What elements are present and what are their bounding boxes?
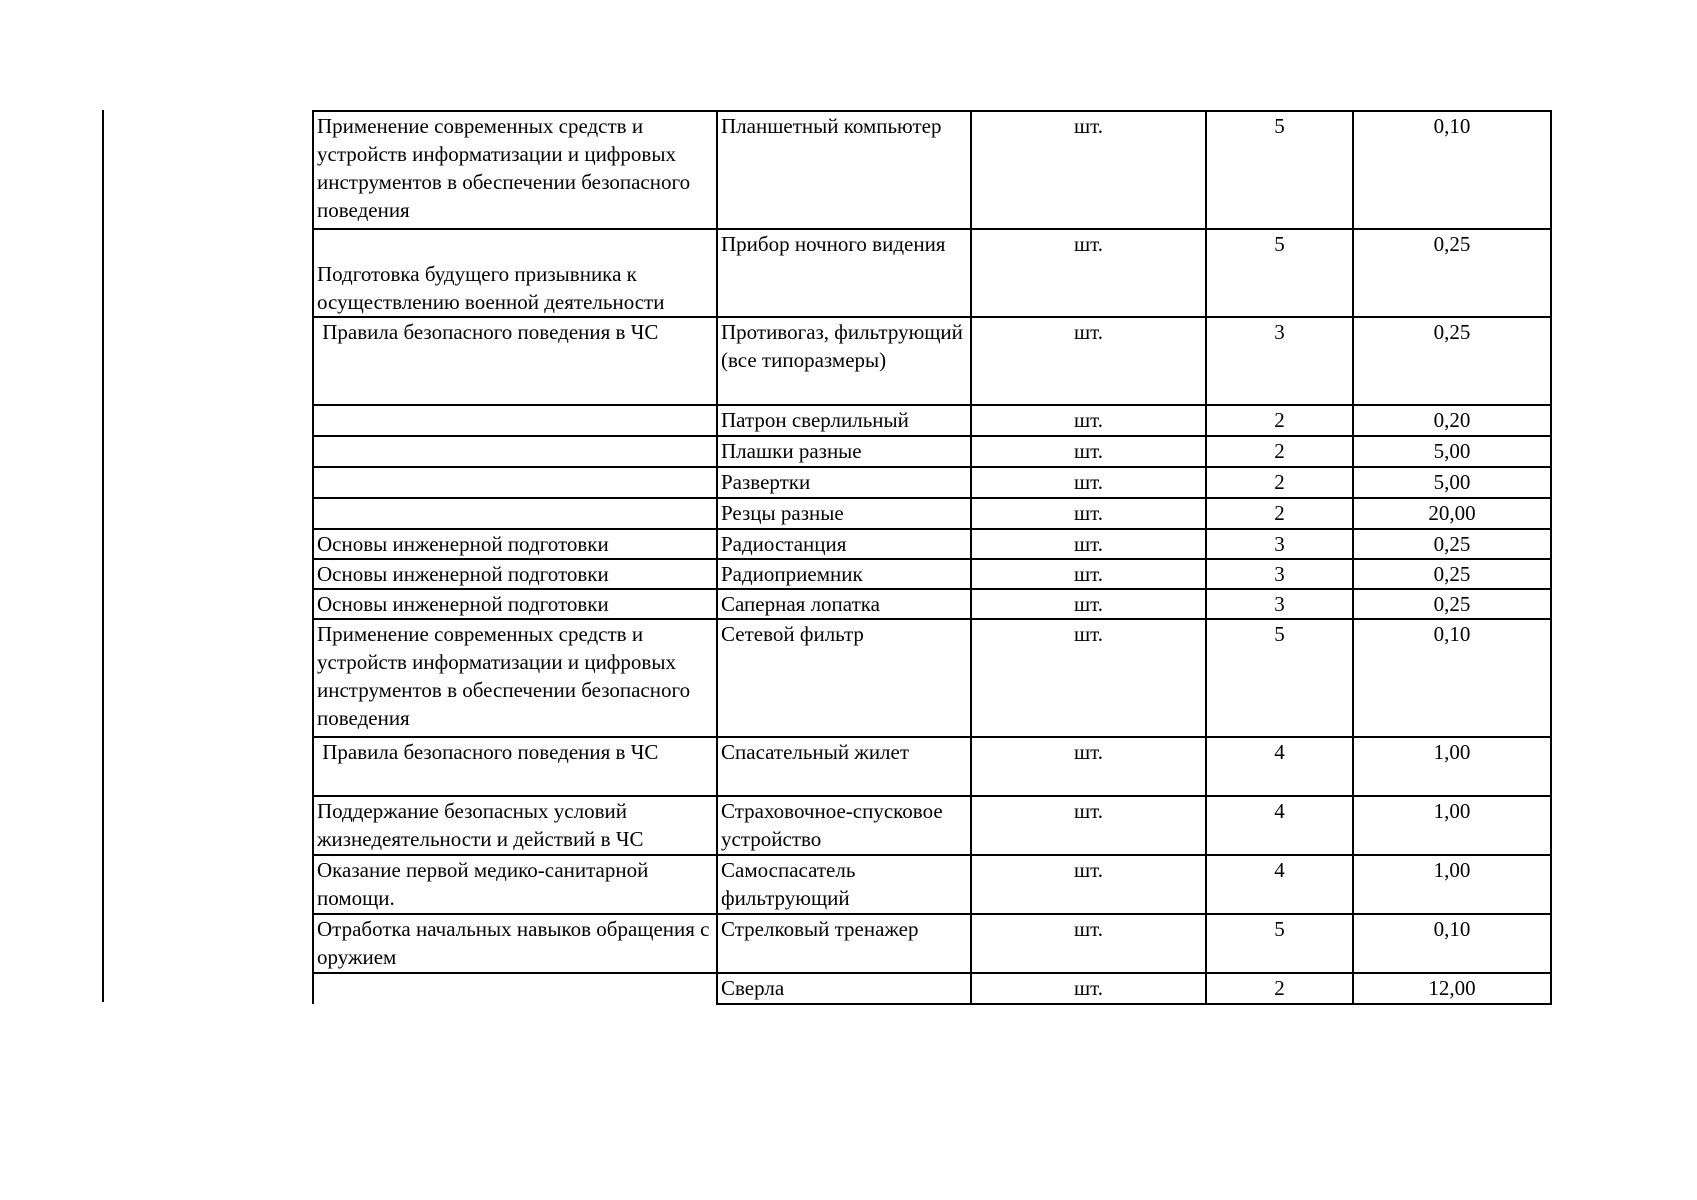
unit-cell: шт. xyxy=(971,855,1206,914)
price-cell: 0,25 xyxy=(1353,229,1551,317)
item-cell: Противогаз, фильтрующий (все типоразмеры) xyxy=(717,317,971,405)
unit-cell: шт. xyxy=(971,589,1206,619)
price-cell: 5,00 xyxy=(1353,436,1551,467)
price-cell: 0,25 xyxy=(1353,317,1551,405)
item-cell: Спасательный жилет xyxy=(717,737,971,796)
qty-cell: 3 xyxy=(1206,559,1353,589)
table-row xyxy=(313,973,1551,1004)
qty-cell: 5 xyxy=(1206,914,1353,973)
qty-cell: 2 xyxy=(1206,436,1353,467)
unit-cell: шт. xyxy=(971,405,1206,436)
qty-cell: 4 xyxy=(1206,737,1353,796)
unit-cell: шт. xyxy=(971,619,1206,737)
price-cell: 1,00 xyxy=(1353,737,1551,796)
topic-cell: Отработка начальных навыков обращения с оружием xyxy=(313,914,717,973)
table-row xyxy=(313,317,1551,405)
unit-cell: шт. xyxy=(971,914,1206,973)
qty-cell: 2 xyxy=(1206,405,1353,436)
table-row xyxy=(313,529,1551,559)
item-cell: Стрелковый тренажер xyxy=(717,914,971,973)
topic-cell xyxy=(313,498,717,529)
topic-cell: Основы инженерной подготовки xyxy=(313,589,717,619)
price-cell: 5,00 xyxy=(1353,467,1551,498)
qty-cell: 4 xyxy=(1206,855,1353,914)
table-row xyxy=(313,914,1551,973)
item-cell: Сетевой фильтр xyxy=(717,619,971,737)
qty-cell: 3 xyxy=(1206,589,1353,619)
item-cell: Саперная лопатка xyxy=(717,589,971,619)
topic-cell: Поддержание безопасных условий жизнедеятельности и действий в ЧС xyxy=(313,796,717,855)
table-row xyxy=(313,589,1551,619)
unit-cell: шт. xyxy=(971,498,1206,529)
unit-cell: шт. xyxy=(971,737,1206,796)
unit-cell: шт. xyxy=(971,467,1206,498)
item-cell: Прибор ночного видения xyxy=(717,229,971,317)
unit-cell: шт. xyxy=(971,436,1206,467)
unit-cell: шт. xyxy=(971,559,1206,589)
qty-cell: 2 xyxy=(1206,973,1353,1004)
price-cell: 0,25 xyxy=(1353,529,1551,559)
topic-cell: Правила безопасного поведения в ЧС xyxy=(313,317,717,405)
topic-cell xyxy=(313,436,717,467)
topic-cell: Основы инженерной подготовки xyxy=(313,559,717,589)
item-cell: Радиостанция xyxy=(717,529,971,559)
item-cell: Развертки xyxy=(717,467,971,498)
topic-cell xyxy=(313,405,717,436)
price-cell: 0,25 xyxy=(1353,589,1551,619)
table-row xyxy=(313,111,1551,229)
price-cell: 12,00 xyxy=(1353,973,1551,1004)
table-row xyxy=(313,737,1551,796)
topic-cell: Применение современных средств и устройств информатизации и цифровых инструментов в обеспечении безопасного поведения xyxy=(313,111,717,229)
table-row xyxy=(313,559,1551,589)
item-cell: Плашки разные xyxy=(717,436,971,467)
table-row xyxy=(313,467,1551,498)
table-row xyxy=(313,229,1551,317)
price-cell: 1,00 xyxy=(1353,855,1551,914)
table-row xyxy=(313,796,1551,855)
unit-cell: шт. xyxy=(971,973,1206,1004)
topic-cell: Применение современных средств и устройств информатизации и цифровых инструментов в обеспечении безопасного поведения xyxy=(313,619,717,737)
qty-cell: 5 xyxy=(1206,111,1353,229)
item-cell: Планшетный компьютер xyxy=(717,111,971,229)
price-cell: 0,25 xyxy=(1353,559,1551,589)
qty-cell: 2 xyxy=(1206,498,1353,529)
price-cell: 1,00 xyxy=(1353,796,1551,855)
equipment-table xyxy=(312,110,1552,1005)
qty-cell: 2 xyxy=(1206,467,1353,498)
item-cell: Патрон сверлильный xyxy=(717,405,971,436)
qty-cell: 3 xyxy=(1206,317,1353,405)
item-cell: Страховочное-спусковое устройство xyxy=(717,796,971,855)
qty-cell: 4 xyxy=(1206,796,1353,855)
qty-cell: 5 xyxy=(1206,229,1353,317)
qty-cell: 3 xyxy=(1206,529,1353,559)
table-row xyxy=(313,405,1551,436)
topic-cell: Правила безопасного поведения в ЧС xyxy=(313,737,717,796)
item-cell: Радиоприемник xyxy=(717,559,971,589)
unit-cell: шт. xyxy=(971,529,1206,559)
topic-cell xyxy=(313,467,717,498)
unit-cell: шт. xyxy=(971,317,1206,405)
topic-cell: Оказание первой медико-санитарной помощи. xyxy=(313,855,717,914)
unit-cell: шт. xyxy=(971,229,1206,317)
topic-cell xyxy=(313,973,717,1004)
table-row xyxy=(313,498,1551,529)
price-cell: 0,10 xyxy=(1353,619,1551,737)
topic-cell: Подготовка будущего призывника к осуществлению военной деятельности xyxy=(313,229,717,317)
topic-cell: Основы инженерной подготовки xyxy=(313,529,717,559)
item-cell: Резцы разные xyxy=(717,498,971,529)
qty-cell: 5 xyxy=(1206,619,1353,737)
price-cell: 0,10 xyxy=(1353,914,1551,973)
unit-cell: шт. xyxy=(971,796,1206,855)
price-cell: 20,00 xyxy=(1353,498,1551,529)
table-row xyxy=(313,855,1551,914)
price-cell: 0,20 xyxy=(1353,405,1551,436)
price-cell: 0,10 xyxy=(1353,111,1551,229)
table-row xyxy=(313,619,1551,737)
unit-cell: шт. xyxy=(971,111,1206,229)
item-cell: Сверла xyxy=(717,973,971,1004)
table-row xyxy=(313,436,1551,467)
item-cell: Самоспасатель фильтрующий xyxy=(717,855,971,914)
left-margin-line xyxy=(102,110,104,1002)
